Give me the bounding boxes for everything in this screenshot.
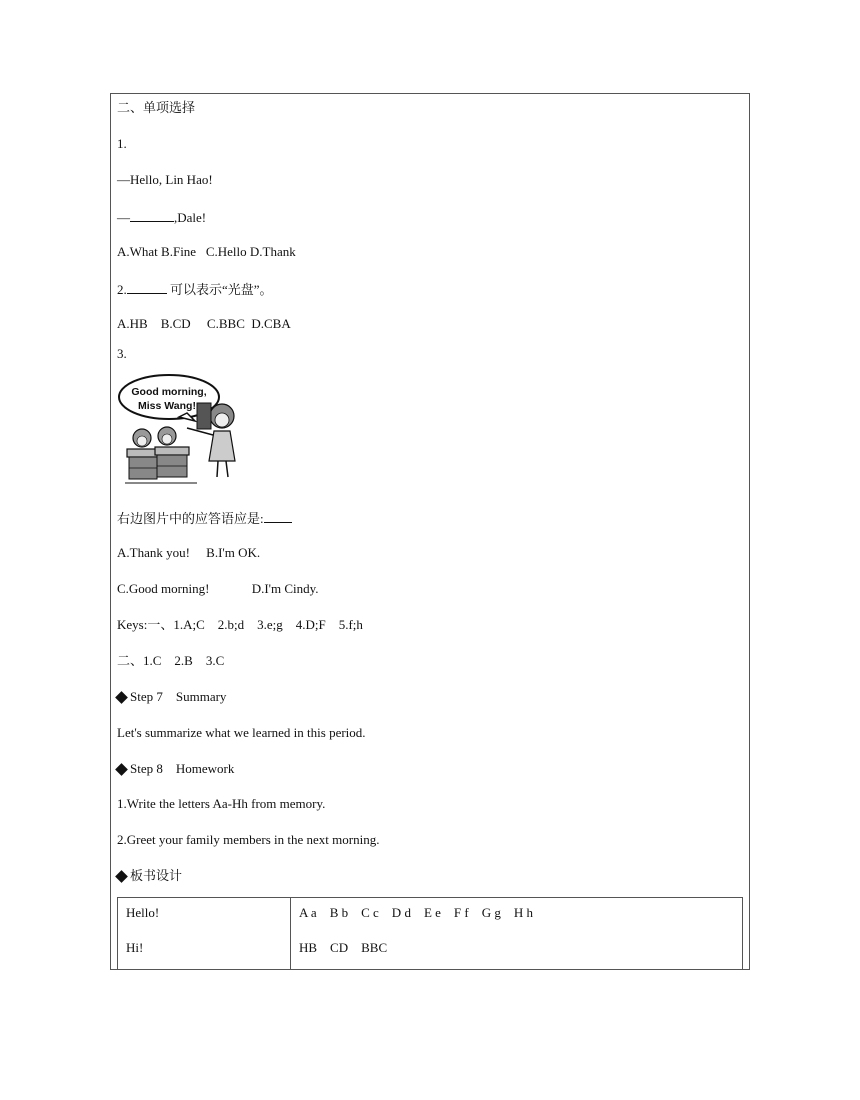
q1-line2-suffix: ,Dale! xyxy=(174,210,207,225)
speech-bubble-line2: Miss Wang! xyxy=(138,400,196,412)
q1-line2-prefix: — xyxy=(117,210,130,225)
board-left-line2: Hi! xyxy=(126,940,144,955)
student-face xyxy=(162,434,172,444)
board-heading-text: 板书设计 xyxy=(130,868,183,883)
section-title: 二、单项选择 xyxy=(117,100,196,115)
step7-heading-text: Step 7 Summary xyxy=(130,689,227,704)
blackboard xyxy=(197,403,211,429)
board-heading xyxy=(114,868,182,884)
q1-number: 1. xyxy=(117,136,127,151)
teacher-leg xyxy=(226,461,228,477)
student-face xyxy=(137,436,147,446)
step7-heading xyxy=(114,689,226,705)
step8-item1: 1.Write the letters Aa-Hh from memory. xyxy=(117,796,326,811)
answer-blank xyxy=(264,509,292,523)
q3-options-line2: C.Good morning! D.I'm Cindy. xyxy=(117,581,319,596)
teacher-dress xyxy=(209,431,235,461)
speech-bubble-line1: Good morning, xyxy=(131,386,207,398)
diamond-bullet-icon xyxy=(115,870,128,883)
diamond-bullet-icon xyxy=(115,763,128,776)
q2-options: A.HB B.CD C.BBC D.CBA xyxy=(117,316,291,331)
q3-prompt xyxy=(117,509,292,527)
diamond-bullet-icon xyxy=(115,691,128,704)
step7-text: Let's summarize what we learned in this period. xyxy=(117,725,366,740)
q1-line1: —Hello, Lin Hao! xyxy=(117,172,213,187)
keys-line2: 二、1.C 2.B 3.C xyxy=(117,653,225,668)
q1-line2 xyxy=(117,208,206,226)
board-design-table xyxy=(117,897,743,970)
q3-prompt-text: 右边图片中的应答语应是: xyxy=(117,511,264,526)
desk xyxy=(127,449,159,457)
q1-options: A.What B.Fine C.Hello D.Thank xyxy=(117,244,296,259)
answer-blank xyxy=(130,208,174,222)
board-right-line1: A a B b C c D d E e F f G g H h xyxy=(299,905,533,920)
answer-blank xyxy=(127,280,167,294)
q3-options-line1: A.Thank you! B.I'm OK. xyxy=(117,545,261,560)
step8-heading-text: Step 8 Homework xyxy=(130,761,235,776)
step8-item2: 2.Greet your family members in the next morning. xyxy=(117,832,380,847)
teacher-face xyxy=(215,413,229,427)
q2-suffix: 可以表示“光盘”。 xyxy=(166,282,273,297)
board-right-line2: HB CD BBC xyxy=(299,940,388,955)
classroom-greeting-illustration xyxy=(117,373,257,493)
q2-question xyxy=(117,280,273,298)
teacher-leg xyxy=(217,461,218,477)
keys-line1: Keys:一、1.A;C 2.b;d 3.e;g 4.D;F 5.f;h xyxy=(117,617,363,632)
step8-heading xyxy=(114,761,234,777)
table-divider xyxy=(290,898,291,969)
desk xyxy=(155,447,189,455)
q2-prefix: 2. xyxy=(117,282,127,297)
q3-number: 3. xyxy=(117,346,127,361)
board-left-line1: Hello! xyxy=(126,905,160,920)
